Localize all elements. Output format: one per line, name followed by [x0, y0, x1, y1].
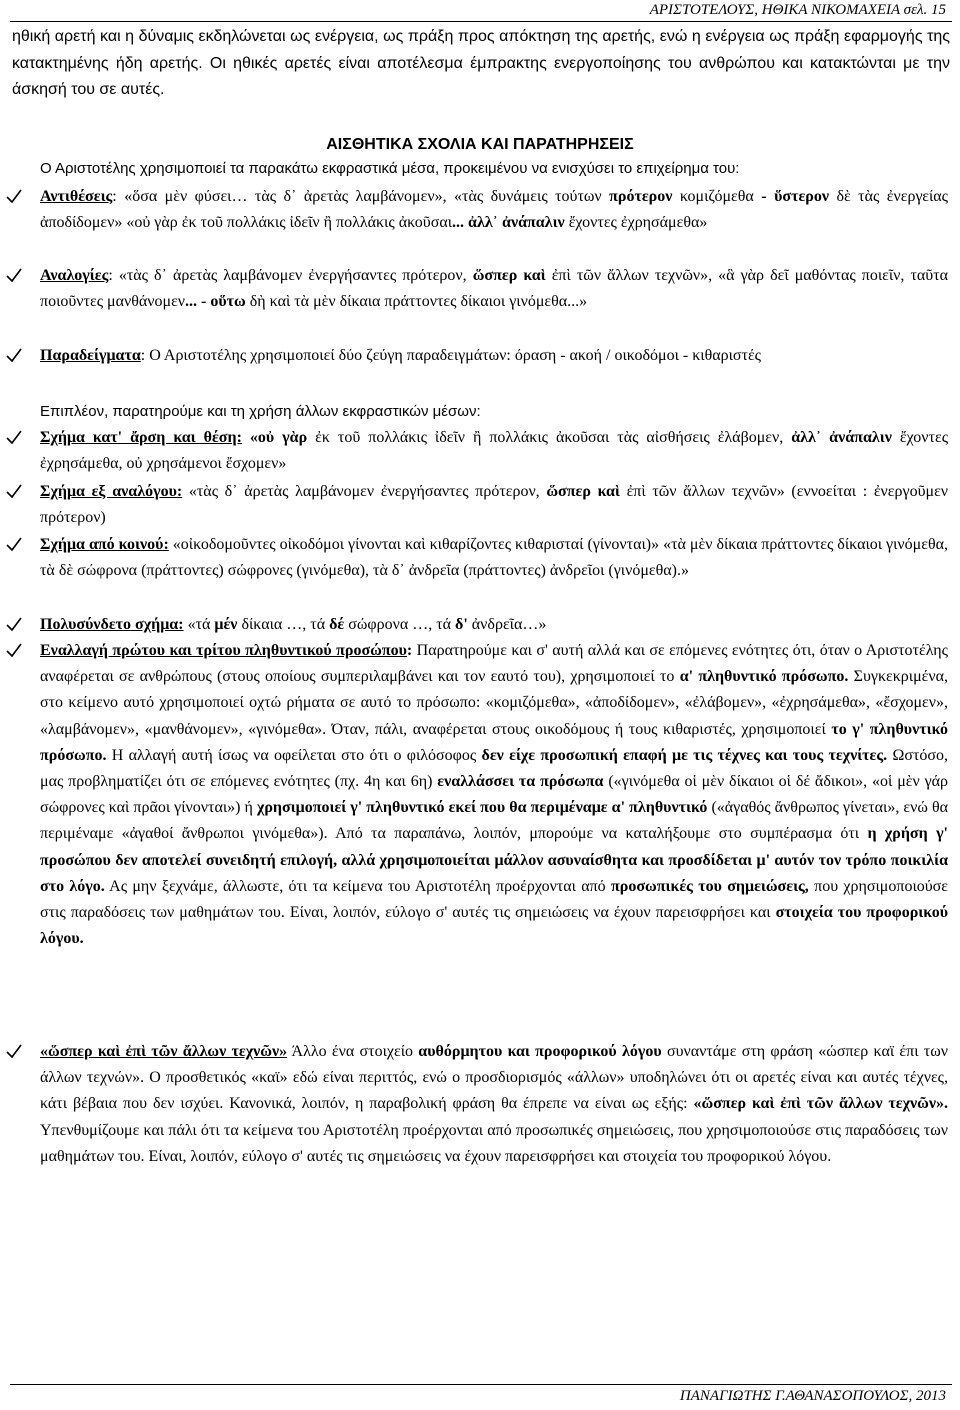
list-item-analogies: [40, 263, 948, 315]
footer-rule: [10, 1384, 952, 1385]
item-text: ἐπὶ τῶν ἄλλων τεχνῶν», «ἃ γὰρ δεῖ μαθόντας ποιεῖν, ταῦτα ποιοῦντες μανθάνομεν: [40, 267, 949, 311]
item-text: Υπενθυμίζουμε και πάλι ότι τα κείμενα του Αριστοτέλη προέρχονται από προσωπικές σημειώσεις, που χρησιμοποιούσε στις παραδόσεις των μαθημάτων του. Είναι, λοιπόν, εύλογο σ' αυτές τις σημειώσεις να έχουν παρεισφρήσει και στοιχεία του προφορικού λόγου.: [40, 1121, 948, 1165]
checkmark-icon: [6, 1043, 22, 1059]
item-label: Πολυσύνδετο σχήμα:: [40, 616, 184, 633]
item-text: κομιζόμεθα: [672, 188, 762, 205]
item-emph: δέ: [329, 616, 345, 633]
item-emph: δεν είχε προσωπική επαφή με τις τέχνες και τους τεχνίτες.: [481, 746, 888, 764]
item-label: «ὥσπερ καὶ ἐπὶ τῶν ἄλλων τεχνῶν»: [40, 1043, 288, 1060]
item-emph: ὥσπερ καὶ: [546, 483, 620, 500]
item-emph: το γ' πληθυντικό πρόσωπο.: [40, 720, 949, 764]
other-means-intro: Επιπλέον, παρατηρούμε και τη χρήση άλλων εκφραστικών μέσων:: [40, 403, 481, 420]
item-emph: ... ἀλλ᾽ ἀνάπαλιν: [452, 214, 565, 232]
item-emph: ... - οὕτω: [185, 293, 246, 311]
item-emph: χρησιμοποιεί γ' πληθυντικό εκεί που θα περιμέναμε α' πληθυντικό: [256, 799, 708, 817]
item-label: Αναλογίες: [40, 267, 109, 284]
item-emph: «οὐ γὰρ: [241, 429, 308, 446]
item-emph: μέν: [214, 616, 238, 633]
list-item-schema-koinou: [40, 532, 948, 584]
list-item-schema-analogou: [40, 479, 948, 531]
item-text: που χρησιμοποιούσε στις παραδόσεις των μαθημάτων του. Είναι, λοιπόν, εύλογο σ' αυτές τις σημειώσεις να έχουν παρεισφρήσει και: [40, 877, 949, 922]
item-text: δίκαια …, τά: [237, 616, 330, 633]
checkmark-icon: [6, 188, 22, 204]
item-emph: η χρήση γ' προσώπου δεν αποτελεί συνειδητή επιλογή, αλλά χρησιμοποιείται μάλλον ασυναίσθητα και προσδίδεται μ' αυτόν τον τρόπο ποικιλία στο λόγο.: [40, 825, 948, 895]
item-text: «τὰς δ᾽ ἀρετὰς λαμβάνομεν ἐνεργήσαντες πρότερον,: [182, 483, 547, 500]
item-label: Σχήμα εξ αναλόγου:: [40, 483, 183, 500]
item-text: ἐκ τοῦ πολλάκις ἰδεῖν ἢ πολλάκις ἀκοῦσαι τὰς αἰσθήσεις ἐλάβομεν,: [307, 429, 792, 446]
item-text: ἐπὶ τῶν ἄλλων τεχνῶν» (εννοείται : ἐνεργοῦμεν πρότερον): [40, 483, 949, 527]
item-text: σώφρονα …, τά: [344, 616, 456, 633]
item-emph: - ὕστερον: [761, 188, 829, 205]
item-emph: «ὥσπερ καὶ ἐπὶ τῶν ἄλλων τεχνῶν».: [693, 1095, 949, 1113]
list-item-antitheseis: [40, 184, 948, 236]
item-text: Ας μην ξεχνάμε, άλλωστε, ότι τα κείμενα του Αριστοτέλη προέρχονται από: [104, 877, 611, 895]
checkmark-icon: [6, 347, 22, 363]
item-emph: :: [406, 642, 413, 659]
item-text: («γινόμεθα οἱ μὲν δίκαιοι οἱ δέ ἄδικοι», «οἱ μὲν γάρ σώφρονες καὶ πρᾶοι γίνονται») ή: [40, 773, 949, 817]
checkmark-icon: [6, 429, 22, 445]
item-emph: εναλλάσσει τα πρόσωπα: [437, 773, 604, 791]
list-item-osper: [40, 1039, 948, 1170]
item-text: Η αλλαγή αυτή ίσως να οφείλεται στο ότι ο φιλόσοφος: [106, 746, 482, 764]
item-emph: δ': [455, 616, 468, 633]
item-text: Συγκεκριμένα, στο κείμενο αυτό χρησιμοποιεί οχτώ ρήματα σε αυτό το πρόσωπο: «κομιζόμεθα», «ἀποδίδομεν», «ἐλάβομεν», «ἐχρησάμεθα», «ἔσχομεν», «λαμβάνομεν», «μανθάνομεν», «γινόμεθα». Όταν, πάλι, αναφέρεται στους οικοδόμους ή τους κιθαριστές, χρησιμοποιεί: [40, 668, 948, 738]
item-text: : «τὰς δ᾽ ἀρετὰς λαμβάνομεν ἐνεργήσαντες πρότερον,: [108, 267, 473, 284]
item-text: δὴ καὶ τὰ μὲν δίκαια πράττοντες δίκαιοι γινόμεθα...»: [245, 293, 588, 311]
list-item-schema-arsi: [40, 425, 948, 477]
item-label: Εναλλαγή πρώτου και τρίτου πληθυντικού προσώπου: [40, 642, 407, 659]
checkmark-icon: [6, 616, 22, 632]
intro-paragraph: ηθική αρετή και η δύναμις εκδηλώνεται ως ενέργεια, ως πράξη προς απόκτηση της αρετής, ενώ η ενέργεια ως πράξη εφαρμογής της κατακτημένης ήδη αρετής. Οι ηθικές αρετές είναι αποτέλεσμα έμπρακτης ενεργοποίησης του ανθρώπου και κατακτώνται με την άσκησή του σε αυτές.: [12, 28, 950, 98]
item-text: : «ὅσα μὲν φύσει… τὰς δ᾽ ἀρετὰς λαμβάνομεν», «τὰς δυνάμεις τούτων: [112, 188, 610, 205]
item-label: Σχήμα κατ' ἄρση και θέση:: [40, 429, 242, 446]
item-text: Άλλο ένα στοιχείο: [287, 1043, 419, 1060]
item-text: «τά: [183, 616, 215, 633]
item-label: Αντιθέσεις: [40, 188, 113, 205]
item-emph: προσωπικές του σημειώσεις,: [611, 877, 809, 895]
item-text: συναντάμε στη φράση «ώσπερ καϊ έπι των άλλων τεχνών». Ο προσθετικός «καϊ» εδώ είναι περιττός, ενώ ο προσδιορισμός «άλλων» υποδηλώνει ότι οι αρετές είναι και αυτές τέχνες, κάτι βέβαια που δεν ισχύει. Κανονικά, λοιπόν, η παραβολική φράση θα έπρεπε να είναι ως εξής:: [40, 1043, 948, 1113]
checkmark-icon: [6, 536, 22, 552]
running-header: ΑΡΙΣΤΟΤΕΛΟΥΣ, ΗΘΙΚΑ ΝΙΚΟΜΑΧΕΙΑ σελ. 15: [649, 2, 946, 18]
section-lead: Ο Αριστοτέλης χρησιμοποιεί τα παρακάτω εκφραστικά μέσα, προκειμένου να ενισχύσει το επιχείρημα του:: [40, 160, 740, 177]
checkmark-icon: [6, 483, 22, 499]
item-label: Σχήμα από κοινού:: [40, 536, 169, 553]
footer-author: ΠΑΝΑΓΙΩΤΗΣ Γ.ΑΘΑΝΑΣΟΠΟΥΛΟΣ, 2013: [679, 1388, 946, 1404]
item-emph: α' πληθυντικό πρόσωπο.: [679, 668, 849, 686]
item-text: ἀνδρεῖα…»: [467, 616, 547, 633]
section-title: ΑΙΣΘΗΤΙΚΑ ΣΧΟΛΙΑ ΚΑΙ ΠΑΡΑΤΗΡΗΣΕΙΣ: [326, 136, 634, 153]
item-emph: πρότερον: [609, 188, 673, 205]
item-text: Παρατηρούμε και σ' αυτή αλλά και σε επόμενες ενότητες ότι, όταν ο Αριστοτέλης αναφέρεται σε ανθρώπους (στους οποίους συμπεριλαμβάνει και τον εαυτό του), χρησιμοποιεί το: [40, 642, 949, 686]
item-label: Παραδείγματα: [40, 347, 141, 364]
checkmark-icon: [6, 642, 22, 658]
list-item-enallagi: [40, 638, 948, 952]
item-emph: ὥσπερ καὶ: [472, 267, 546, 284]
list-item-examples: [40, 343, 948, 369]
item-emph: στοιχεία του προφορικού λόγου.: [40, 904, 948, 948]
header-rule: [10, 21, 952, 22]
item-text: ἔχοντες ἐχρησάμεθα, οὐ χρησάμενοι ἔσχομεν»: [40, 429, 949, 473]
list-item-polysyndeto: [40, 612, 948, 638]
item-emph: ἀλλ᾽ ἀνάπαλιν: [791, 429, 892, 446]
item-emph: αυθόρμητου και προφορικού λόγου: [418, 1043, 662, 1060]
item-text: («ἀγαθός ἄνθρωπος γίνεται», ενώ θα περιμέναμε «ἀγαθοί ἄνθρωποι γινόμεθα»). Από τα παραπάνω, λοιπόν, μπορούμε να καταλήξουμε στο συμπέρασμα ότι: [40, 799, 948, 843]
item-text: δὲ τὰς ἐνεργείας ἀποδίδομεν» «οὐ γὰρ ἐκ τοῦ πολλάκις ἰδεῖν ἢ πολλάκις ἀκοῦσαι: [40, 188, 948, 232]
checkmark-icon: [6, 267, 22, 283]
item-text: : Ο Αριστοτέλης χρησιμοποιεί δύο ζεύγη παραδειγμάτων: όραση - ακοή / οικοδόμοι - κιθαριστές: [140, 347, 762, 364]
item-text: «οἰκοδομοῦντες οἰκοδόμοι γίνονται καὶ κιθαρίζοντες κιθαρισταί (γίνονται)» «τὰ μὲν δίκαια πράττοντες δίκαιοι γινόμεθα, τὰ δὲ σώφρονα (πράττοντες) σώφρονες (γινόμεθα), τὰ δ᾽ ἀνδρεῖα (πράττοντες) ἀνδρεῖοι (γινόμεθα).»: [40, 536, 949, 580]
item-text: ἔχοντες ἐχρησάμεθα»: [564, 214, 708, 232]
item-text: Ωστόσο, μας προβληματίζει ότι σε επόμενες ενότητες (πχ. 4η και 6η): [40, 746, 949, 791]
